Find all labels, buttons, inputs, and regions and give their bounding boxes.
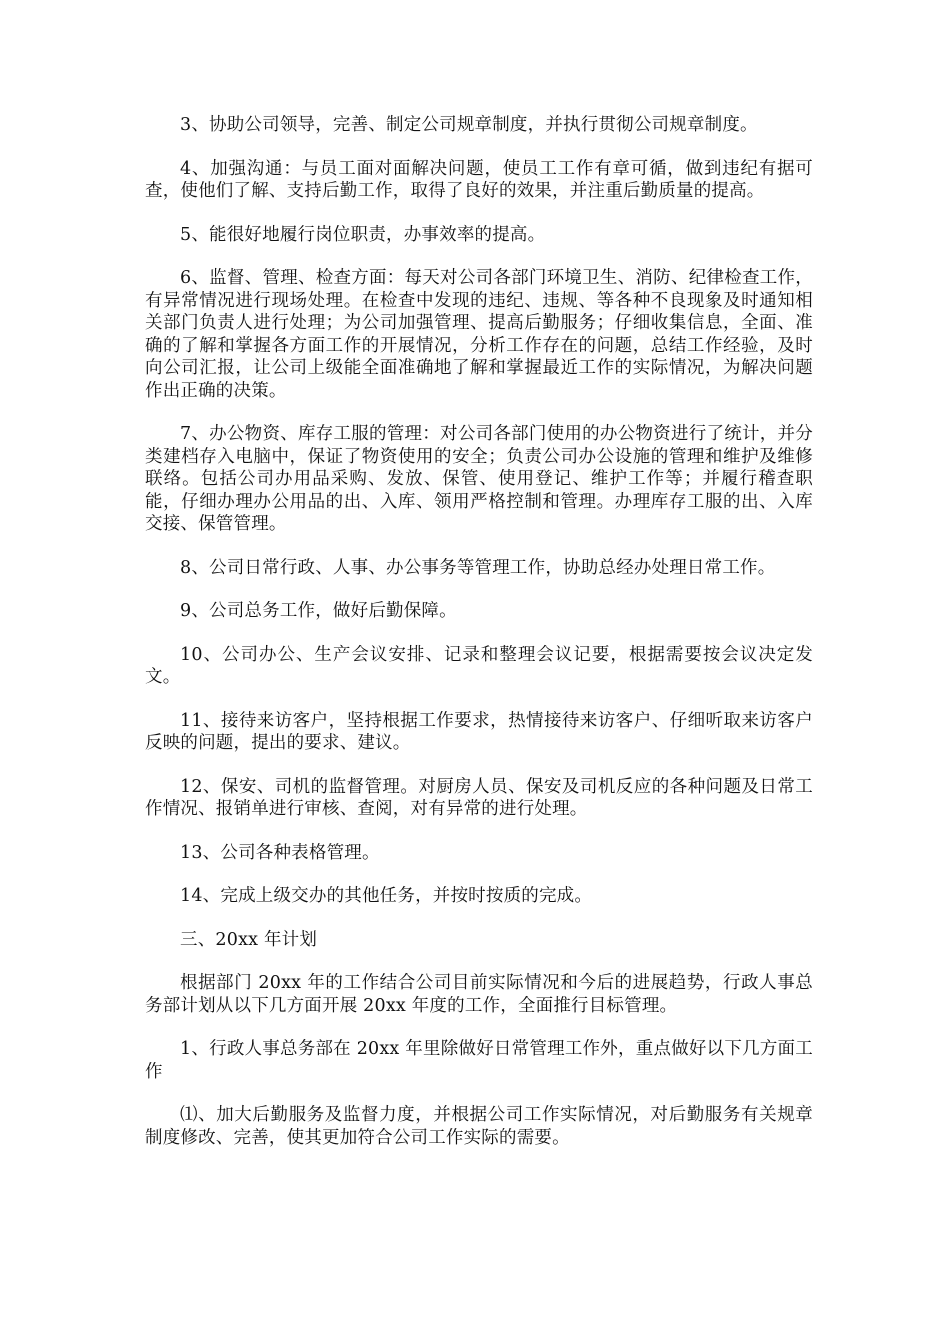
paragraph-11: 11、接待来访客户，坚持根据工作要求，热情接待来访客户、仔细听取来访客户反映的问题，提出的要求、建议。 <box>145 710 813 753</box>
paragraph-7: 7、办公物资、库存工服的管理：对公司各部门使用的办公物资进行了统计，并分类建档存入电脑中，保证了物资使用的安全；负责公司办公设施的管理和维护及维修联络。包括公司办用品采购、发放、保管、使用登记、维护工作等；并履行稽查职能，仔细办理办公用品的出、入库、领用严格控制和管理。办理库存工服的出、入库交接、保管管理。 <box>145 424 813 534</box>
paragraph-plan-1-1: ⑴、加大后勤服务及监督力度，并根据公司工作实际情况，对后勤服务有关规章制度修改、完善，使其更加符合公司工作实际的需要。 <box>145 1105 813 1148</box>
paragraph-5: 5、能很好地履行岗位职责，办事效率的提高。 <box>180 224 546 245</box>
paragraph-8: 8、公司日常行政、人事、办公事务等管理工作，协助总经办处理日常工作。 <box>180 557 776 578</box>
section-heading-plan: 三、20xx 年计划 <box>180 929 318 950</box>
paragraph-3: 3、协助公司领导，完善、制定公司规章制度，并执行贯彻公司规章制度。 <box>180 115 758 135</box>
paragraph-14: 14、完成上级交办的其他任务，并按时按质的完成。 <box>180 886 593 906</box>
document-body <box>145 114 813 1170</box>
paragraph-6: 6、监督、管理、检查方面：每天对公司各部门环境卫生、消防、纪律检查工作，有异常情况进行现场处理。在检查中发现的违纪、违规、等各种不良现象及时通知相关部门负责人进行处理；为公司加强管理、提高后勤服务；仔细收集信息，全面、准确的了解和掌握各方面工作的开展情况，分析工作存在的问题，总结工作经验，及时向公司汇报，让公司上级能全面准确地了解和掌握最近工作的实际情况，为解决问题作出正确的决策。 <box>145 268 813 401</box>
paragraph-13: 13、公司各种表格管理。 <box>180 842 380 863</box>
paragraph-4: 4、加强沟通：与员工面对面解决问题，使员工工作有章可循，做到违纪有据可查，使他们了解、支持后勤工作，取得了良好的效果，并注重后勤质量的提高。 <box>145 158 813 201</box>
paragraph-12: 12、保安、司机的监督管理。对厨房人员、保安及司机反应的各种问题及日常工作情况、报销单进行审核、查阅，对有异常的进行处理。 <box>145 776 813 819</box>
paragraph-plan-1: 1、行政人事总务部在 20xx 年里除做好日常管理工作外，重点做好以下几方面工作 <box>145 1039 813 1082</box>
paragraph-plan-intro: 根据部门 20xx 年的工作结合公司目前实际情况和今后的进展趋势，行政人事总务部计划从以下几方面开展 20xx 年度的工作，全面推行目标管理。 <box>145 973 813 1016</box>
paragraph-9: 9、公司总务工作，做好后勤保障。 <box>180 601 457 621</box>
paragraph-10: 10、公司办公、生产会议安排、记录和整理会议记要，根据需要按会议决定发文。 <box>145 644 813 687</box>
